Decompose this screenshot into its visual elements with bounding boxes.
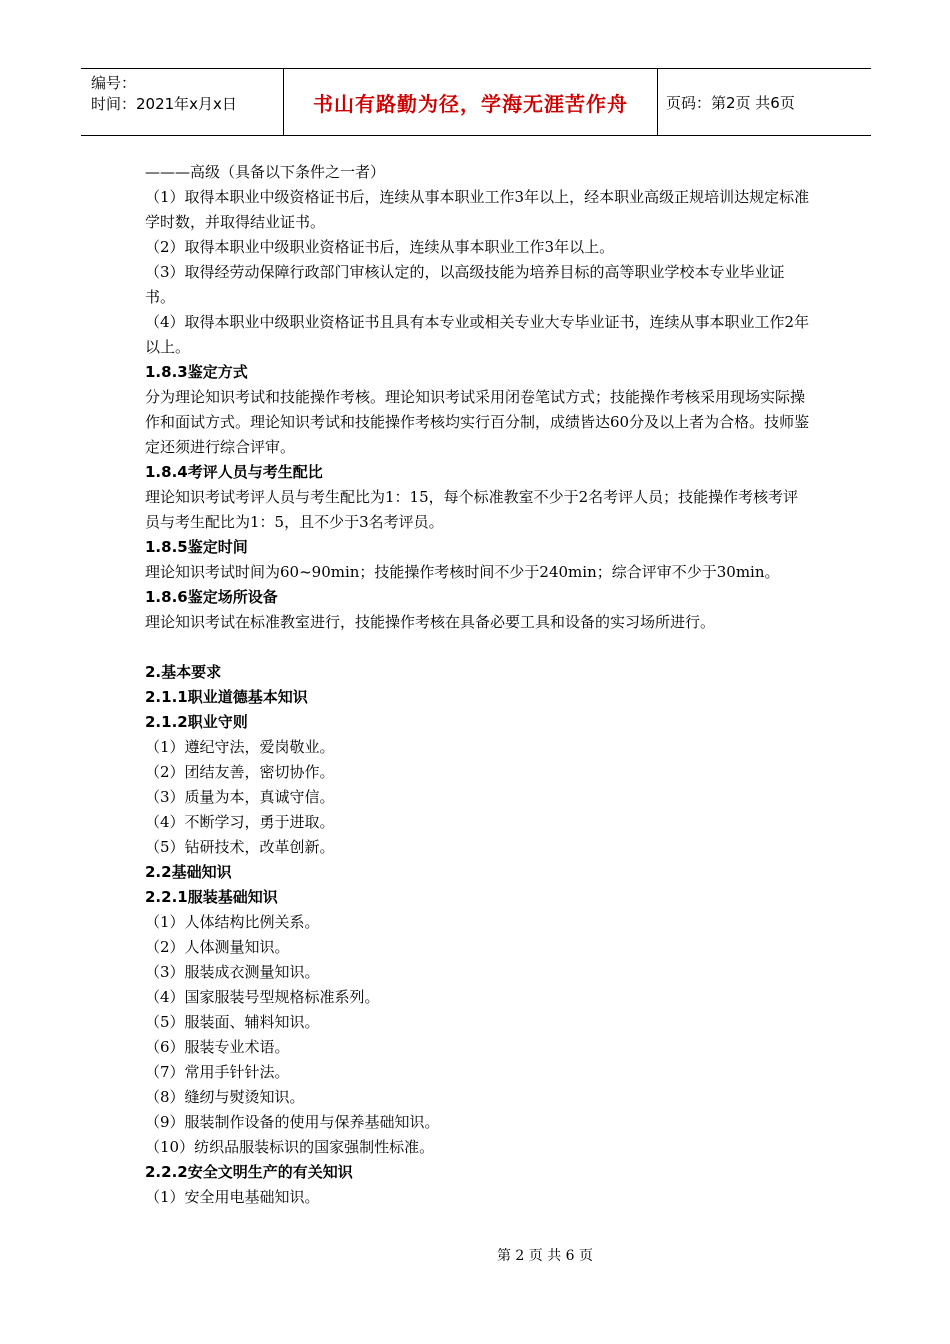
section-heading: 1.8.3鉴定方式	[145, 363, 248, 381]
body-paragraph: （3）质量为本，真诚守信。	[145, 788, 335, 806]
body-paragraph: （4）取得本职业中级职业资格证书且具有本专业或相关专业大专毕业证书，连续从事本职业工作2年以上。	[145, 313, 810, 356]
body-paragraph: （1）人体结构比例关系。	[145, 913, 320, 931]
body-paragraph: （1）安全用电基础知识。	[145, 1188, 320, 1206]
header-page-info: 页码：第2页 共6页	[666, 93, 795, 112]
body-paragraph: （2）团结友善，密切协作。	[145, 763, 335, 781]
body-paragraph: 理论知识考试时间为60~90min；技能操作考核时间不少于240min；综合评审不少于30min。	[145, 563, 780, 581]
blank-line	[145, 635, 810, 660]
body-paragraph: （3）服装成衣测量知识。	[145, 963, 320, 981]
section-heading: 1.8.6鉴定场所设备	[145, 588, 278, 606]
body-paragraph: ———高级（具备以下条件之一者）	[145, 163, 386, 181]
section-heading: 2.1.1职业道德基本知识	[145, 688, 308, 706]
header-slogan: 书山有路勤为径，学海无涯苦作舟	[284, 69, 658, 135]
footer-page-number: 第 2 页 共 6 页	[496, 1248, 594, 1264]
page-footer	[0, 1245, 950, 1265]
body-paragraph: （8）缝纫与熨烫知识。	[145, 1088, 305, 1106]
section-heading: 2.2基础知识	[145, 863, 232, 881]
body-paragraph: （5）服装面、辅料知识。	[145, 1013, 320, 1031]
header-number-label: 编号：	[91, 74, 137, 92]
section-heading: 1.8.4考评人员与考生配比	[145, 463, 323, 481]
body-paragraph: （5）钻研技术，改革创新。	[145, 838, 335, 856]
body-paragraph: （1）取得本职业中级资格证书后，连续从事本职业工作3年以上，经本职业高级正规培训达规定标准学时数，并取得结业证书。	[145, 188, 810, 231]
body-paragraph: （4）国家服装号型规格标准系列。	[145, 988, 380, 1006]
body-paragraph: （1）遵纪守法，爱岗敬业。	[145, 738, 335, 756]
section-heading: 2.1.2职业守则	[145, 713, 248, 731]
section-heading: 2.2.2安全文明生产的有关知识	[145, 1163, 353, 1181]
document-body	[145, 160, 810, 1210]
body-paragraph: （7）常用手针针法。	[145, 1063, 290, 1081]
section-heading: 2.2.1服装基础知识	[145, 888, 278, 906]
body-paragraph: 理论知识考试考评人员与考生配比为1：15，每个标准教室不少于2名考评人员；技能操作考核考评员与考生配比为1：5，且不少于3名考评员。	[145, 488, 799, 531]
body-paragraph: （3）取得经劳动保障行政部门审核认定的，以高级技能为培养目标的高等职业学校本专业毕业证书。	[145, 263, 785, 306]
body-paragraph: （2）取得本职业中级职业资格证书后，连续从事本职业工作3年以上。	[145, 238, 615, 256]
body-paragraph: （2）人体测量知识。	[145, 938, 290, 956]
section-heading: 1.8.5鉴定时间	[145, 538, 248, 556]
body-paragraph: 分为理论知识考试和技能操作考核。理论知识考试采用闭卷笔试方式；技能操作考核采用现场实际操作和面试方式。理论知识考试和技能操作考核均实行百分制，成绩皆达60分及以上者为合格。技师鉴定还须进行综合评审。	[145, 388, 810, 456]
page-header	[81, 68, 871, 136]
body-paragraph: 理论知识考试在标准教室进行，技能操作考核在具备必要工具和设备的实习场所进行。	[145, 613, 716, 631]
body-paragraph: （10）纺织品服装标识的国家强制性标准。	[145, 1138, 435, 1156]
body-paragraph: （6）服装专业术语。	[145, 1038, 290, 1056]
body-paragraph: （4）不断学习，勇于进取。	[145, 813, 335, 831]
header-meta	[81, 69, 284, 135]
section-heading: 2.基本要求	[145, 663, 222, 681]
body-paragraph: （9）服装制作设备的使用与保养基础知识。	[145, 1113, 440, 1131]
header-time-label: 时间：2021年x月x日	[91, 95, 237, 113]
